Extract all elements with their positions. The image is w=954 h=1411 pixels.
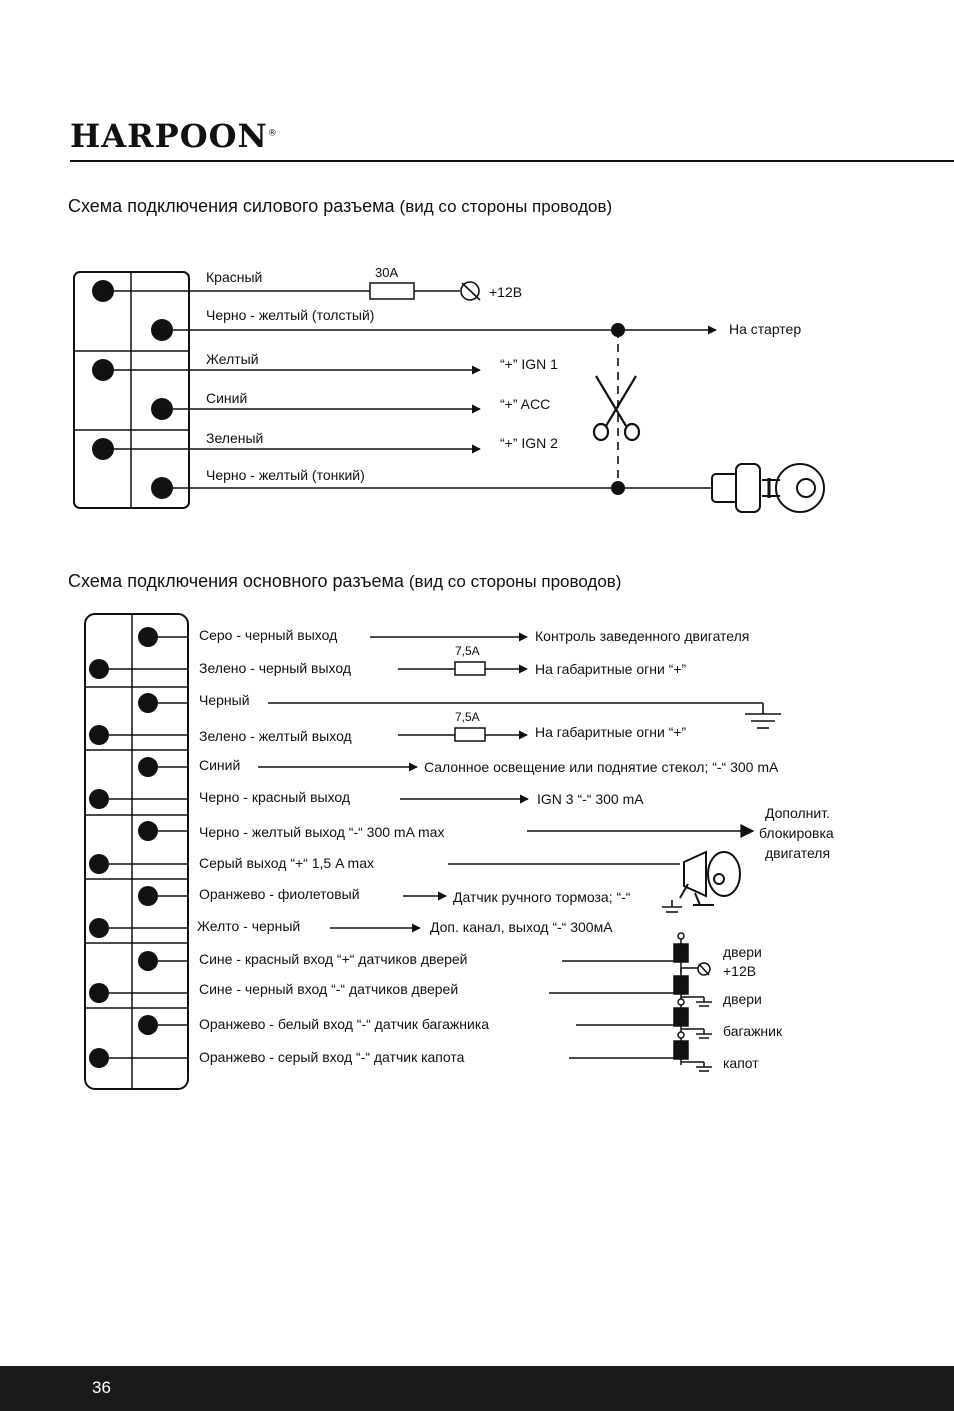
wire-label: Черно - красный выход: [199, 789, 351, 805]
wire-label: Оранжево - белый вход “-“ датчик багажника: [199, 1016, 490, 1032]
wire-label: Зеленый: [206, 430, 264, 446]
switch-plus-label: +12В: [723, 963, 757, 979]
power-labels: [206, 269, 801, 483]
wire-label: Зелено - желтый выход: [199, 728, 352, 744]
wire-label: Серо - черный выход: [199, 627, 338, 643]
switch-label: двери: [723, 944, 762, 960]
wire-target: Датчик ручного тормоза; “-“: [453, 889, 631, 905]
terminal-icon: [461, 282, 480, 300]
wire-target: IGN 3 “-“ 300 mA: [537, 791, 644, 807]
wire-label: Синий: [199, 757, 241, 773]
wire-label: Черно - желтый (толстый): [206, 307, 375, 323]
fuse-30a: [370, 283, 414, 299]
junction-dot: [611, 323, 625, 337]
wire-label: Синий: [206, 390, 248, 406]
power-connector: [74, 272, 189, 508]
fuse-30a-label: 30A: [375, 265, 399, 280]
harpoon-logo: HARPOON®: [70, 117, 278, 155]
ground-icon: [745, 714, 781, 728]
ignition-lock-icon: [712, 464, 824, 512]
switch-label: двери: [723, 991, 762, 1007]
wire-target: “+” IGN 2: [500, 435, 558, 451]
wire-label: Красный: [206, 269, 263, 285]
siren-icon: [680, 852, 740, 905]
wire-label: Сине - черный вход “-“ датчиков дверей: [199, 981, 459, 997]
wire-target: “+” ACC: [500, 396, 551, 412]
wire-label: Сине - красный вход “+“ датчиков дверей: [199, 951, 468, 967]
wire-target: “+” IGN 1: [500, 356, 558, 372]
wire-label: Зелено - черный выход: [199, 660, 352, 676]
main-section-title: Схема подключения основного разъема (вид со стороны проводов): [68, 571, 622, 591]
wire-target: На габаритные огни “+”: [535, 661, 687, 677]
main-labels: [197, 627, 834, 1071]
fuse-7-5a: [455, 710, 485, 741]
blocking-label: двигателя: [765, 845, 831, 861]
wire-target: Контроль заведенного двигателя: [535, 628, 750, 644]
wire-label: Оранжево - серый вход “-“ датчик капота: [199, 1049, 465, 1065]
wire-label: Черный: [199, 692, 250, 708]
footer-bar: [0, 1366, 954, 1411]
wire-target: Салонное освещение или поднятие стекол; “-“ 300 mA: [424, 759, 779, 775]
scissors-icon: [594, 376, 639, 440]
door-switch-icon: [674, 933, 710, 975]
junction-dot: [611, 481, 625, 495]
fuse-7-5a: [455, 644, 485, 675]
switch-label: багажник: [723, 1023, 783, 1039]
switch-label: капот: [723, 1055, 759, 1071]
blocking-label: блокировка: [759, 825, 834, 841]
ground-icon: [662, 900, 682, 912]
power-wires: [103, 291, 716, 488]
wire-label: Черно - желтый выход “-“ 300 mA max: [199, 824, 445, 840]
power-section-title: Схема подключения силового разъема (вид со стороны проводов): [68, 196, 613, 216]
wire-label: Серый выход “+“ 1,5 A max: [199, 855, 374, 871]
wire-target: Доп. канал, выход “-“ 300мА: [430, 919, 613, 935]
wire-label: Желто - черный: [197, 918, 301, 934]
page-number: 36: [92, 1378, 111, 1397]
wire-target: На стартер: [729, 321, 802, 337]
blocking-label: Дополнит.: [765, 805, 830, 821]
fuse-label: 7,5A: [455, 710, 480, 724]
plus12v-label: +12В: [489, 284, 523, 300]
wire-label: Оранжево - фиолетовый: [199, 886, 360, 902]
main-connector: [85, 614, 188, 1089]
wire-target: На габаритные огни “+”: [535, 724, 687, 740]
fuse-label: 7,5A: [455, 644, 480, 658]
wire-label: Черно - желтый (тонкий): [206, 467, 365, 483]
wire-label: Желтый: [206, 351, 259, 367]
